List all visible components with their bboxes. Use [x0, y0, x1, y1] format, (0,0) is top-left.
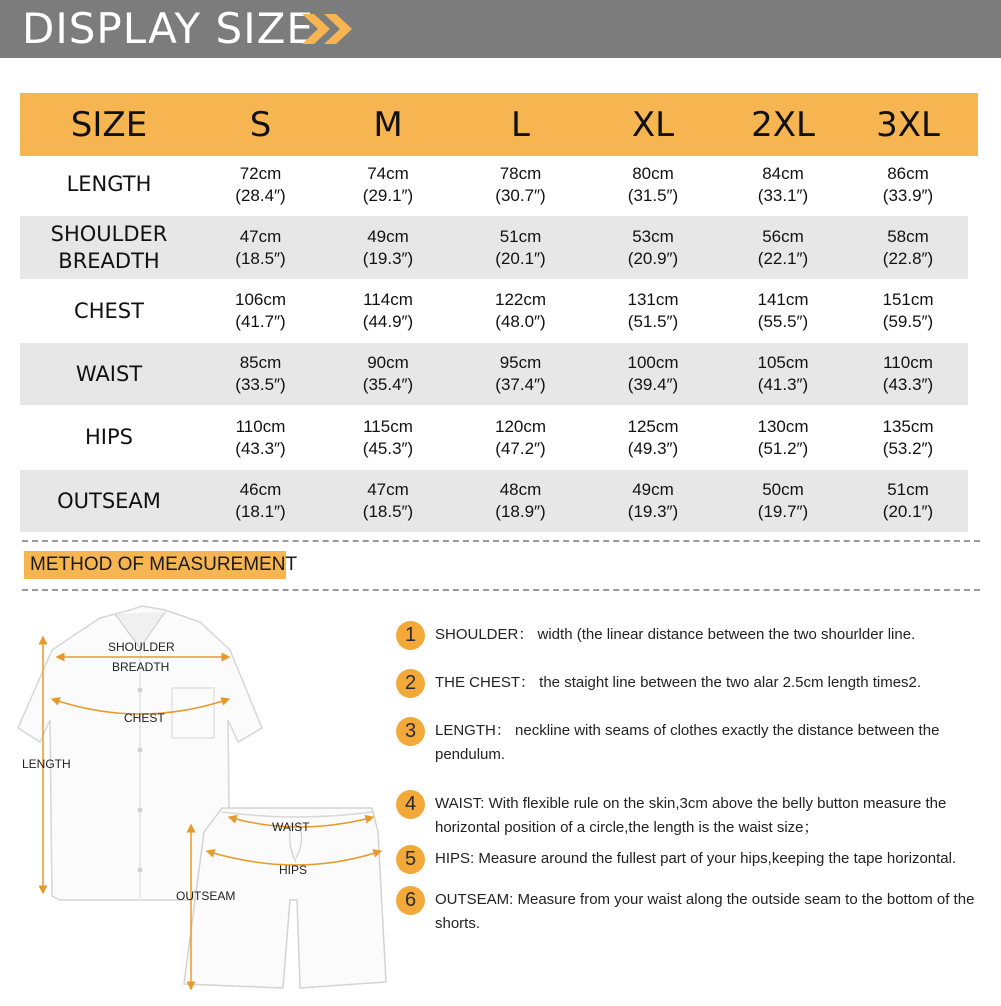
measurement-cell: [198, 408, 323, 467]
value-inch: (39.4″): [627, 375, 679, 394]
step-text: OUTSEAM: Measure from your waist along the outside seam to the bottom of the shorts.: [435, 891, 975, 932]
step-text: HIPS: Measure around the fullest part of your hips,keeping the tape horizontal.: [435, 850, 957, 867]
measurement-cell: [718, 216, 848, 279]
method-title: METHOD OF MEASUREMENT: [24, 551, 286, 579]
value-inch: (19.7″): [757, 502, 809, 521]
value-cm: 95cm: [499, 353, 542, 372]
measurement-cell: [848, 343, 968, 405]
measurement-cell: [453, 408, 588, 467]
size-chart-table: [20, 93, 978, 532]
double-chevron-right-icon: [300, 12, 360, 46]
value-cm: 100cm: [627, 353, 679, 372]
row-label-line: BREADTH: [58, 248, 160, 273]
value-inch: (19.3″): [362, 248, 414, 268]
value-cm: 106cm: [234, 290, 287, 309]
value-cm: 122cm: [494, 290, 547, 309]
table-row: [20, 470, 978, 532]
row-tail: [968, 408, 978, 467]
measurement-cell: [588, 343, 718, 405]
value-inch: (59.5″): [882, 312, 934, 331]
step-number-badge: 4: [396, 790, 425, 819]
value-inch: (20.1″): [495, 248, 546, 268]
row-label: [20, 216, 198, 279]
row-label: [20, 470, 198, 532]
value-cm: 56cm: [762, 226, 804, 246]
value-cm: 85cm: [239, 353, 282, 372]
row-tail: [968, 470, 978, 532]
measurement-cell: [718, 343, 848, 405]
value-cm: 135cm: [882, 416, 934, 436]
value-inch: (45.3″): [362, 438, 414, 458]
step-number-badge: 5: [396, 845, 425, 874]
row-tail: [968, 282, 978, 340]
value-cm: 80cm: [632, 163, 674, 183]
value-cm: 110cm: [235, 416, 286, 436]
waist-label: WAIST: [272, 820, 310, 834]
value-cm: 131cm: [627, 290, 679, 309]
value-inch: (44.9″): [362, 312, 414, 331]
measurement-cell: [198, 156, 323, 213]
value-inch: (47.2″): [495, 438, 546, 458]
step-number-badge: 2: [396, 669, 425, 698]
measurement-cell: [588, 408, 718, 467]
row-label-line: CHEST: [74, 298, 144, 323]
measurement-cell: [453, 156, 588, 213]
value-cm: 51cm: [499, 226, 542, 246]
value-cm: 151cm: [882, 290, 934, 309]
value-cm: 130cm: [757, 416, 809, 436]
measurement-cell: [323, 156, 453, 213]
measurement-cell: [453, 470, 588, 532]
table-row: [20, 408, 978, 467]
value-cm: 47cm: [367, 480, 409, 499]
value-inch: (33.5″): [235, 375, 286, 394]
measurement-cell: [848, 216, 968, 279]
value-cm: 115cm: [363, 416, 413, 436]
row-label: [20, 156, 198, 213]
measurement-cell: [718, 470, 848, 532]
value-cm: 74cm: [367, 163, 409, 183]
value-cm: 49cm: [367, 226, 409, 246]
value-inch: (18.9″): [495, 502, 546, 521]
step-number-badge: 6: [396, 886, 425, 915]
measurement-cell: [323, 408, 453, 467]
size-col-l: L: [453, 93, 588, 156]
measurement-cell: [848, 156, 968, 213]
value-inch: (28.4″): [235, 185, 286, 205]
step-number-badge: 1: [396, 621, 425, 650]
value-inch: (51.5″): [627, 312, 679, 331]
value-inch: (43.3″): [882, 375, 934, 394]
value-cm: 50cm: [762, 480, 804, 499]
value-cm: 120cm: [494, 416, 547, 436]
value-cm: 46cm: [239, 480, 282, 499]
size-col-3xl: 3XL: [848, 93, 968, 156]
value-inch: (43.3″): [235, 438, 286, 458]
value-inch: (31.5″): [627, 185, 679, 205]
measurement-cell: [848, 470, 968, 532]
row-tail: [968, 156, 978, 213]
value-cm: 58cm: [887, 226, 929, 246]
measurement-cell: [848, 282, 968, 340]
value-cm: 114cm: [363, 290, 413, 309]
row-label-line: HIPS: [85, 425, 133, 449]
value-inch: (20.1″): [882, 502, 934, 521]
outseam-label: OUTSEAM: [176, 889, 236, 903]
measurement-cell: [198, 470, 323, 532]
value-inch: (30.7″): [495, 185, 546, 205]
divider: [22, 540, 980, 542]
value-inch: (29.1″): [362, 185, 414, 205]
value-inch: (18.5″): [235, 248, 286, 268]
measurement-cell: [323, 470, 453, 532]
value-cm: 48cm: [499, 480, 542, 499]
row-label-line: OUTSEAM: [57, 488, 161, 513]
step-text: LENGTH： neckline with seams of clothes exactly the distance between the pendulum.: [435, 722, 940, 763]
size-corner-label: SIZE: [20, 93, 198, 156]
garment-illustration: [0, 600, 390, 1001]
shoulder-label: SHOULDER: [108, 640, 175, 654]
row-label: [20, 343, 198, 405]
size-col-m: M: [323, 93, 453, 156]
value-inch: (49.3″): [627, 438, 679, 458]
measurement-cell: [453, 216, 588, 279]
value-inch: (18.5″): [362, 502, 414, 521]
value-inch: (41.7″): [235, 312, 286, 331]
measurement-cell: [718, 408, 848, 467]
row-tail: [968, 216, 978, 279]
header-bar: [0, 0, 1001, 58]
value-inch: (53.2″): [882, 438, 934, 458]
table-row: [20, 282, 978, 340]
measurement-cell: [323, 343, 453, 405]
value-inch: (20.9″): [627, 248, 679, 268]
value-inch: (51.2″): [757, 438, 809, 458]
value-cm: 90cm: [367, 353, 409, 372]
row-label-line: LENGTH: [66, 172, 152, 196]
value-inch: (18.1″): [235, 502, 286, 521]
measurement-cell: [718, 282, 848, 340]
value-cm: 78cm: [499, 163, 542, 183]
value-cm: 47cm: [239, 226, 282, 246]
row-label-line: WAIST: [75, 361, 143, 386]
value-cm: 86cm: [887, 163, 929, 183]
value-inch: (35.4″): [362, 375, 414, 394]
value-cm: 105cm: [757, 353, 809, 372]
measurement-cell: [588, 282, 718, 340]
measurement-cell: [848, 408, 968, 467]
value-inch: (37.4″): [495, 375, 546, 394]
divider: [22, 589, 980, 591]
measurement-cell: [453, 282, 588, 340]
value-inch: (55.5″): [757, 312, 809, 331]
value-cm: 53cm: [632, 226, 674, 246]
value-cm: 141cm: [757, 290, 809, 309]
value-inch: (19.3″): [627, 502, 679, 521]
table-row: [20, 156, 978, 213]
size-header-row: [20, 93, 978, 156]
value-cm: 125cm: [627, 416, 679, 436]
value-cm: 84cm: [762, 163, 804, 183]
step-text: WAIST: With flexible rule on the skin,3cm above the belly button measure the horizontal position of a circle,the length is the waist size；: [435, 795, 947, 836]
value-inch: (22.1″): [757, 248, 809, 268]
row-label: [20, 282, 198, 340]
value-cm: 51cm: [887, 480, 929, 499]
measurement-cell: [453, 343, 588, 405]
row-label-line: SHOULDER: [50, 221, 168, 246]
page-title: DISPLAY SIZE: [22, 4, 314, 53]
step-number-badge: 3: [396, 717, 425, 746]
row-tail: [968, 343, 978, 405]
measurement-cell: [198, 216, 323, 279]
length-label: LENGTH: [22, 757, 71, 771]
measurement-cell: [323, 282, 453, 340]
value-inch: (33.1″): [757, 185, 809, 205]
table-row: [20, 343, 978, 405]
value-cm: 110cm: [883, 353, 933, 372]
hips-label: HIPS: [279, 863, 308, 877]
measurement-cell: [588, 156, 718, 213]
size-col-s: S: [198, 93, 323, 156]
value-cm: 49cm: [632, 480, 674, 499]
value-inch: (22.8″): [882, 248, 934, 268]
table-row: [20, 216, 978, 279]
value-inch: (41.3″): [757, 375, 809, 394]
value-inch: (48.0″): [495, 312, 546, 331]
measurement-cell: [323, 216, 453, 279]
size-col-2xl: 2XL: [718, 93, 848, 156]
value-inch: (33.9″): [882, 185, 934, 205]
measurement-cell: [198, 282, 323, 340]
measurement-cell: [198, 343, 323, 405]
chest-label: CHEST: [124, 711, 165, 725]
shirt-shorts-drawing: [0, 600, 390, 1001]
value-cm: 72cm: [239, 163, 282, 183]
measurement-cell: [588, 470, 718, 532]
header-tail: [968, 93, 978, 156]
step-text: SHOULDER： width (the linear distance between the two shourlder line.: [435, 626, 916, 643]
step-text: THE CHEST： the staight line between the two alar 2.5cm length times2.: [435, 674, 922, 691]
row-label: [20, 408, 198, 467]
size-col-xl: XL: [588, 93, 718, 156]
measurement-cell: [588, 216, 718, 279]
measurement-cell: [718, 156, 848, 213]
breadth-label: BREADTH: [112, 660, 170, 674]
